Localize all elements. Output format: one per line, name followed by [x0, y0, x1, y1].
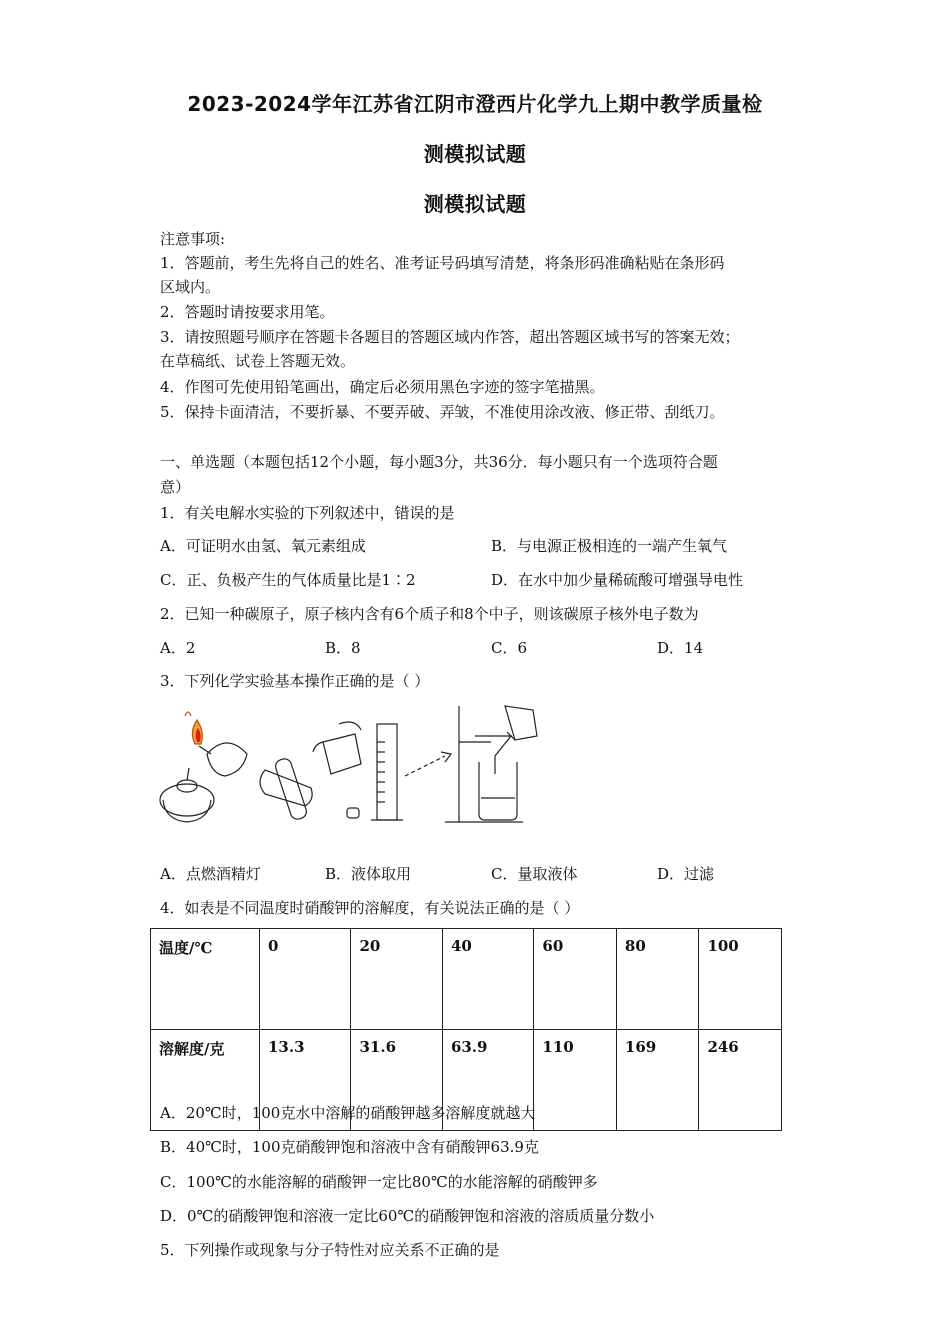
section-heading-line1: 一、单选题（本题包括12个小题，每小题3分，共36分．每小题只有一个选项符合题 [160, 453, 718, 471]
exam-title-line3: 测模拟试题 [423, 192, 527, 216]
table-cell: 100 [699, 929, 782, 1030]
q1-stem: 1．有关电解水实验的下列叙述中，错误的是 [160, 504, 455, 522]
table-cell: 40 [442, 929, 533, 1030]
filtration-illustration [445, 706, 537, 822]
notice-item-4: 4．作图可先使用铅笔画出，确定后必须用黑色字迹的签字笔描黑。 [160, 378, 605, 396]
table-cell: 169 [616, 1030, 699, 1131]
q1-option-c: C．正、负极产生的气体质量比是1∶2 [160, 571, 416, 589]
table-cell: 63.9 [442, 1030, 533, 1131]
notice-item-3a: 3．请按照题号顺序在答题卡各题目的答题区域内作答，超出答题区域书写的答案无效； [160, 328, 740, 346]
table-cell: 温度/℃ [151, 929, 260, 1030]
table-cell: 246 [699, 1030, 782, 1131]
q3-option-b: B．液体取用 [325, 865, 412, 883]
q3-option-d: D．过滤 [657, 865, 715, 883]
q4-option-a: A．20℃时，100克水中溶解的硝酸钾越多溶解度就越大 [160, 1104, 536, 1122]
table-cell: 0 [260, 929, 351, 1030]
table-cell: 20 [351, 929, 442, 1030]
notice-item-1a: 1．答题前，考生先将自己的姓名、准考证号码填写清楚，将条形码准确粘贴在条形码 [160, 254, 725, 272]
alcohol-lamp-illustration [160, 712, 247, 822]
q3-option-a: A．点燃酒精灯 [160, 865, 261, 883]
table-cell: 110 [534, 1030, 617, 1131]
table-cell: 60 [534, 929, 617, 1030]
q2-option-c: C．6 [491, 639, 528, 657]
q1-option-b: B．与电源正极相连的一端产生氧气 [491, 537, 728, 555]
q4-stem: 4．如表是不同温度时硝酸钾的溶解度，有关说法正确的是（ ） [160, 899, 580, 917]
q4-option-c: C．100℃的水能溶解的硝酸钾一定比80℃的水能溶解的硝酸钾多 [160, 1173, 598, 1191]
table-cell: 31.6 [351, 1030, 442, 1131]
exam-title-line1: 2023-2024学年江苏省江阴市澄西片化学九上期中教学质量检 [187, 92, 763, 116]
exam-title-line2: 测模拟试题 [423, 142, 527, 166]
q2-stem: 2．已知一种碳原子，原子核内含有6个质子和8个中子，则该碳原子核外电子数为 [160, 605, 699, 623]
q3-stem: 3．下列化学实验基本操作正确的是（ ） [160, 672, 430, 690]
notice-item-1b: 区域内。 [160, 278, 221, 296]
notice-item-5: 5．保持卡面清洁，不要折暴、不要弄破、弄皱，不准使用涂改液、修正带、刮纸刀。 [160, 403, 725, 421]
notice-item-3b: 在草稿纸、试卷上答题无效。 [160, 352, 356, 370]
q1-option-d: D．在水中加少量稀硫酸可增强导电性 [491, 571, 744, 589]
q2-option-a: A．2 [160, 639, 196, 657]
measuring-cylinder-illustration [371, 724, 451, 820]
table-row [151, 929, 782, 1030]
table-cell: 13.3 [260, 1030, 351, 1131]
section-heading-line2: 意） [160, 478, 191, 496]
solubility-table [150, 928, 782, 1131]
liquid-pouring-illustration [260, 722, 361, 821]
lab-operations-figure [155, 702, 555, 832]
notice-heading: 注意事项: [160, 230, 226, 248]
q4-option-d: D．0℃的硝酸钾饱和溶液一定比60℃的硝酸钾饱和溶液的溶质质量分数小 [160, 1207, 655, 1225]
q4-option-b: B．40℃时，100克硝酸钾饱和溶液中含有硝酸钾63.9克 [160, 1138, 539, 1156]
notice-item-2: 2．答题时请按要求用笔。 [160, 303, 335, 321]
q2-option-d: D．14 [657, 639, 704, 657]
q5-stem: 5．下列操作或现象与分子特性对应关系不正确的是 [160, 1241, 500, 1259]
q1-option-a: A．可证明水由氢、氧元素组成 [160, 537, 366, 555]
q2-option-b: B．8 [325, 639, 361, 657]
q3-option-c: C．量取液体 [491, 865, 578, 883]
table-cell: 溶解度/克 [151, 1030, 260, 1131]
table-cell: 80 [616, 929, 699, 1030]
